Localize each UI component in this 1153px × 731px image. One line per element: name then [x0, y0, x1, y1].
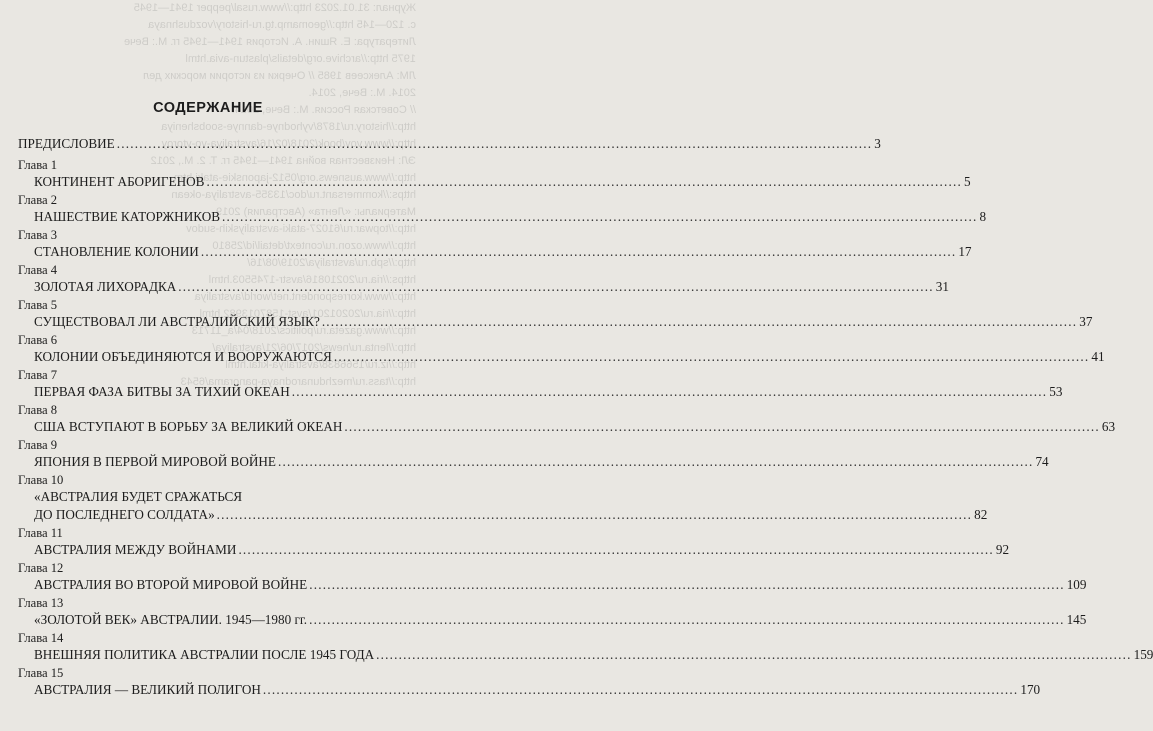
chapter-title: ЗОЛОТАЯ ЛИХОРАДКА: [34, 279, 177, 294]
toc-heading: СОДЕРЖАНИЕ: [153, 100, 263, 116]
page-number: 82: [974, 507, 988, 522]
chapter-label: Глава 10: [18, 473, 64, 487]
page-number: 37: [1079, 314, 1093, 329]
preface-title: ПРЕДИСЛОВИЕ: [18, 136, 115, 151]
page-number: 5: [963, 174, 971, 189]
leader-dots: [217, 506, 972, 524]
leader-dots: [376, 646, 1131, 664]
chapter-title: ЯПОНИЯ В ПЕРВОЙ МИРОВОЙ ВОЙНЕ: [34, 454, 276, 469]
leader-dots: [344, 418, 1099, 436]
leader-dots: [201, 243, 956, 261]
chapter-label: Глава 6: [18, 333, 58, 347]
chapter-title: АВСТРАЛИЯ ВО ВТОРОЙ МИРОВОЙ ВОЙНЕ: [34, 577, 308, 592]
chapter-label: Глава 4: [18, 263, 58, 277]
page-number: 3: [874, 136, 881, 151]
toc-entry: [18, 348, 1105, 366]
chapter-title: СУЩЕСТВОВАЛ ЛИ АВСТРАЛИЙСКИЙ ЯЗЫК?: [34, 314, 320, 329]
chapter-title: «ЗОЛОТОЙ ВЕК» АВСТРАЛИИ. 1945—1980 гг.: [34, 612, 308, 627]
toc-entry: [18, 611, 1087, 629]
chapter-title: НАШЕСТВИЕ КАТОРЖНИКОВ: [34, 209, 221, 224]
page-number: 41: [1091, 349, 1105, 364]
toc-entry: [18, 453, 1049, 471]
page-number: 53: [1049, 384, 1063, 399]
chapter-label: Глава 2: [18, 193, 58, 207]
page-number: 109: [1066, 577, 1087, 592]
chapter-label: Глава 14: [18, 631, 64, 645]
leader-dots: [334, 348, 1089, 366]
chapter-title: ВНЕШНЯЯ ПОЛИТИКА АВСТРАЛИИ ПОСЛЕ 1945 ГОДА: [34, 647, 375, 662]
table-of-contents: [18, 135, 1153, 699]
leader-dots: [222, 208, 977, 226]
chapter-label: Глава 7: [18, 368, 58, 382]
toc-entry: [18, 173, 971, 191]
leader-dots: [206, 173, 961, 191]
chapter-title: АВСТРАЛИЯ МЕЖДУ ВОЙНАМИ: [34, 542, 237, 557]
page-number: 8: [979, 209, 987, 224]
page-number: 31: [935, 279, 949, 294]
leader-dots: [309, 611, 1064, 629]
leader-dots: [178, 278, 933, 296]
chapter-title: ПЕРВАЯ ФАЗА БИТВЫ ЗА ТИХИЙ ОКЕАН: [34, 384, 290, 399]
chapter-label: Глава 13: [18, 596, 64, 610]
chapter-title: ДО ПОСЛЕДНЕГО СОЛДАТА»: [34, 507, 215, 522]
chapter-label: Глава 15: [18, 666, 64, 680]
page-number: 159: [1133, 647, 1153, 662]
chapter-label: Глава 8: [18, 403, 58, 417]
toc-entry: [18, 576, 1087, 594]
page-number: 92: [995, 542, 1010, 557]
leader-dots: [322, 313, 1077, 331]
chapter-title: КОЛОНИИ ОБЪЕДИНЯЮТСЯ И ВООРУЖАЮТСЯ: [34, 349, 332, 364]
chapter-title: АВСТРАЛИЯ — ВЕЛИКИЙ ПОЛИГОН: [34, 682, 261, 697]
chapter-label: Глава 12: [18, 561, 64, 575]
leader-dots: [238, 541, 993, 559]
chapter-label: Глава 3: [18, 228, 58, 242]
page-number: 17: [958, 244, 972, 259]
leader-dots: [309, 576, 1064, 594]
chapter-label: Глава 5: [18, 298, 58, 312]
chapter-label: Глава 11: [18, 526, 63, 540]
toc-entry: [18, 208, 987, 226]
toc-entry: [18, 681, 1041, 699]
chapter-title: КОНТИНЕНТ АБОРИГЕНОВ: [34, 174, 205, 189]
chapter-title: СТАНОВЛЕНИЕ КОЛОНИИ: [34, 244, 199, 259]
page-number: 74: [1035, 454, 1049, 469]
page-number: 170: [1020, 682, 1041, 697]
toc-entry: [18, 383, 1063, 401]
leader-dots: [278, 453, 1033, 471]
toc-entry-preface: [18, 135, 881, 153]
toc-entry: [18, 243, 972, 261]
leader-dots: [117, 135, 872, 153]
page-number: 145: [1066, 612, 1087, 627]
toc-entry: [18, 506, 988, 524]
toc-entry: [18, 278, 949, 296]
chapter-label: Глава 1: [18, 158, 58, 172]
toc-entry: [18, 541, 1010, 559]
page-number: 63: [1101, 419, 1116, 434]
bleed-through-text: Журнал: 31.01.2023 http://www.rusal/pepper 1941—1945 с. 120—145 http://geomamp.tg.ru-history/vozdushnaya Литература: Е. Яшин. А. История 1941—1945 гг. М.: Вече 1975 http://archive.org/details/plastun-avia.html ЛМ: Алексеев 1985 // Очерки из истории морских дел 2014. М.: Вече, 2014. // Советская Россия. М.: Вече, 2014. http://history.ru/1878/vyhodnye-dannye-soobsheniya http://www.vov/book/2018/02/16/avstraliya-vo-vtoroy ЭЛ: Неизвестная война 1941—1945 гг. Т. 2. М., 2012 http://www.ausnews.org/0512-japonskie-ataki.htm https://kommersant.ru/doc/13355-avstraliya-okean Материалы: «Лента» (Австралия) 2019. http://topwar.ru/61027-ataki-avstraliyskih-sudov http://www.ozon.ru/context/detail/id/25810 http://spb.ru/avstraliya/2019/08/16/ https://ria.ru/20210816/avstr-1745503.html http://www.korrespondent.net/world/avstraliya http://ria.ru/20201201/avst-1587013982.html http://www.gazeta.ru/politics/2018/04/a_11713 http://lenta.ru/news/2017/06/21/avstraliya/ http://iz.ru/1566838/avstraliya-kitai.html http://tass.ru/mezhdunarodnaya-panorama/6543: [123, 2, 416, 388]
toc-entry: [18, 313, 1093, 331]
toc-entry: [18, 418, 1116, 436]
chapter-title-line1: «АВСТРАЛИЯ БУДЕТ СРАЖАТЬСЯ: [34, 489, 243, 504]
chapter-title: США ВСТУПАЮТ В БОРЬБУ ЗА ВЕЛИКИЙ ОКЕАН: [34, 419, 343, 434]
chapter-label: Глава 9: [18, 438, 58, 452]
leader-dots: [263, 681, 1018, 699]
toc-entry: [18, 646, 1153, 664]
leader-dots: [292, 383, 1047, 401]
